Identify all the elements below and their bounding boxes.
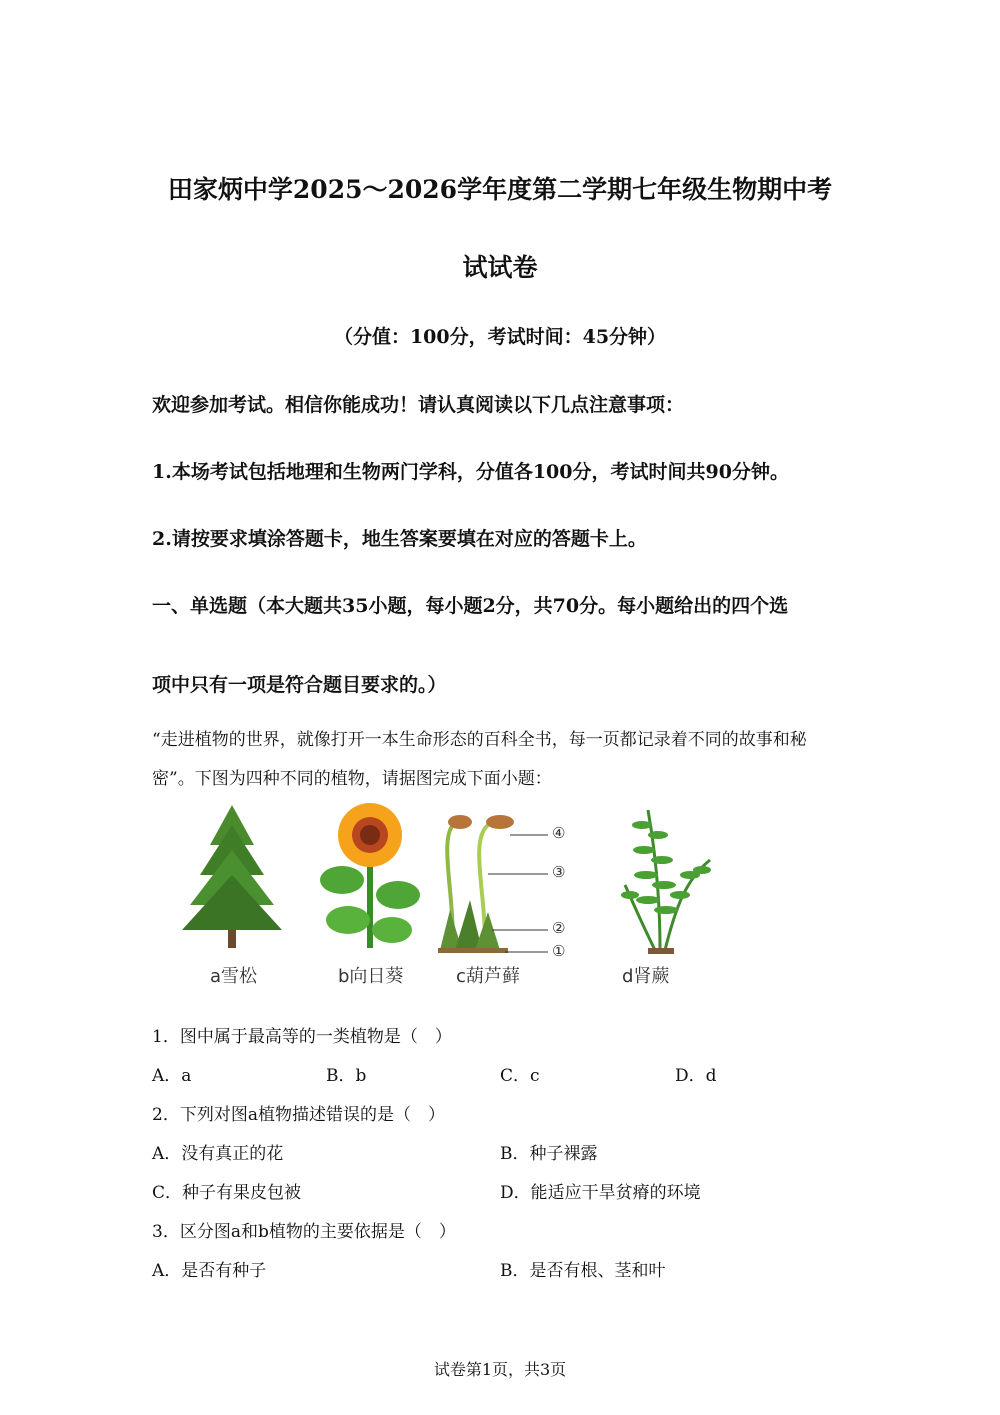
question-3-option-a: A．是否有种子 [152,1261,267,1281]
exam-title-line1: 田家炳中学2025～2026学年度第二学期七年级生物期中考 [167,175,833,204]
marker-4: ④ [552,824,566,842]
plant-label-d: d肾蕨 [622,966,670,987]
question-2-option-b: B．种子裸露 [500,1144,598,1164]
plant-label-b: b向日葵 [338,966,404,987]
question-1-stem: 1．图中属于最高等的一类植物是（ ） [152,1027,452,1047]
plants-figure [170,800,730,1000]
marker-3: ③ [552,863,566,881]
question-1-option-b: B．b [326,1066,367,1086]
plant-label-c: c葫芦藓 [456,966,520,987]
question-3-option-b: B．是否有根、茎和叶 [500,1261,666,1281]
section-heading-line1: 一、单选题（本大题共35小题，每小题2分，共70分。每小题给出的四个选 [152,595,789,617]
sunflower-image [320,803,420,948]
marker-2: ② [552,919,566,937]
intro-line1: “走进植物的世界，就像打开一本生命形态的百科全书，每一页都记录着不同的故事和秘 [152,730,807,750]
marker-1: ① [552,942,566,960]
notice-item-2: 2.请按要求填涂答题卡，地生答案要填在对应的答题卡上。 [152,528,647,550]
question-1-option-a: A．a [152,1066,192,1086]
exam-title-line2: 试试卷 [462,253,538,282]
welcome-notice: 欢迎参加考试。相信你能成功！请认真阅读以下几点注意事项： [152,394,685,416]
plant-label-a: a雪松 [210,966,258,987]
question-1-option-c: C．c [500,1066,540,1086]
exam-subtitle: （分值：100分，考试时间：45分钟） [333,326,667,348]
cedar-tree-image [182,805,282,948]
notice-item-1: 1.本场考试包括地理和生物两门学科，分值各100分，考试时间共90分钟。 [152,461,789,483]
intro-line2: 密”。下图为四种不同的植物，请据图完成下面小题： [152,769,552,789]
section-heading-line2: 项中只有一项是符合题目要求的。） [152,674,447,696]
question-2-option-a: A．没有真正的花 [152,1144,284,1164]
question-1-option-d: D．d [675,1066,717,1086]
question-2-option-d: D．能适应干旱贫瘠的环境 [500,1183,701,1203]
question-2-option-c: C．种子有果皮包被 [152,1183,302,1203]
question-2-stem: 2．下列对图a植物描述错误的是（ ） [152,1105,445,1125]
moss-image [438,815,548,953]
question-3-stem: 3．区分图a和b植物的主要依据是（ ） [152,1222,456,1242]
page-footer: 试卷第1页，共3页 [433,1360,567,1379]
fern-image [621,810,711,954]
